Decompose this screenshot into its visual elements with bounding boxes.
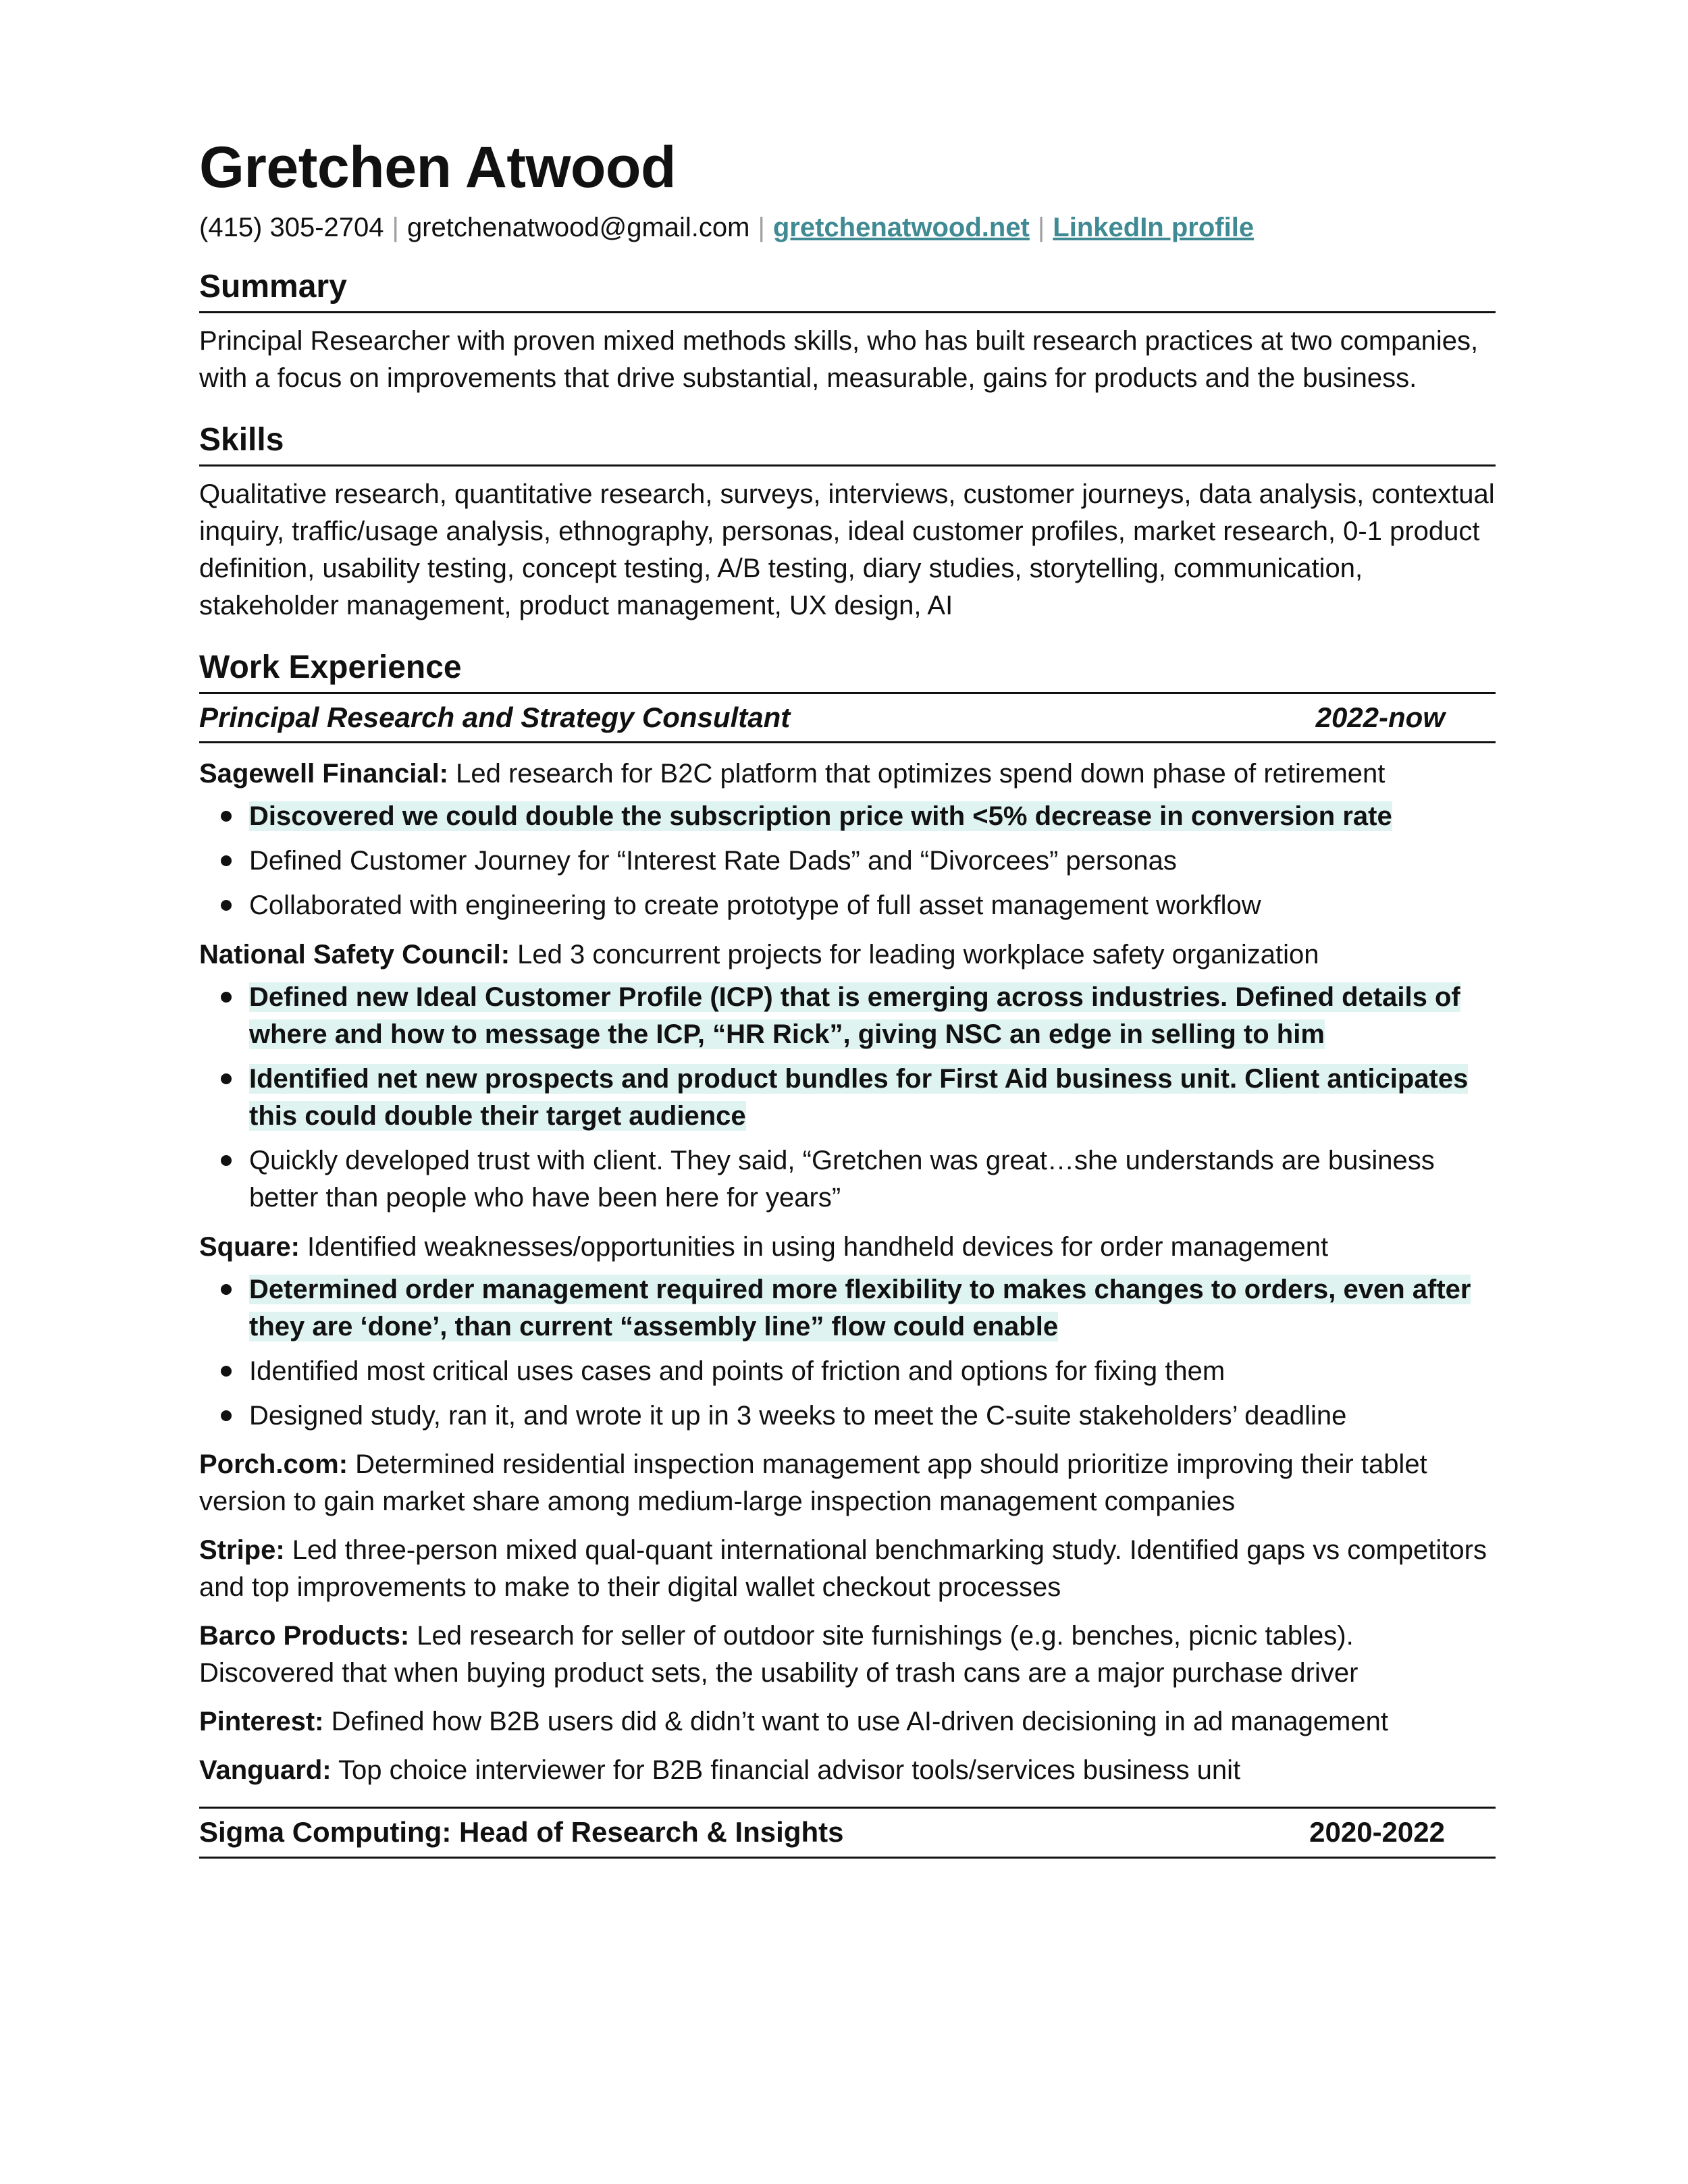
bullet-item [199, 887, 1496, 924]
contact-separator: | [1037, 213, 1045, 242]
contact-line [199, 211, 1496, 244]
bullet-item [199, 1353, 1496, 1390]
skills-section [199, 424, 1496, 624]
contact-separator: | [758, 213, 765, 242]
bullet-dot-icon [221, 855, 232, 866]
client-entry [199, 1446, 1496, 1520]
bullet-item [199, 1061, 1496, 1135]
client-entry [199, 1229, 1496, 1266]
client-name: Porch.com: [199, 1449, 348, 1480]
client-description: Led research for seller of outdoor site furnishings (e.g. benches, picnic tables). Discovered that when buying product sets, the usability of trash cans are a major purchase driver [199, 1621, 1359, 1688]
bullet-dot-icon [221, 1410, 232, 1421]
client-entry [199, 1532, 1496, 1606]
bullet-dot-icon [221, 1073, 232, 1084]
bullet-list [199, 979, 1496, 1217]
contact-separator: | [392, 213, 399, 242]
bullet-text: Quickly developed trust with client. They said, “Gretchen was great…she understands are business better than people who have been here for years” [249, 1146, 1435, 1213]
client-name: Vanguard: [199, 1755, 332, 1786]
client-name: Barco Products: [199, 1621, 410, 1651]
bullet-dot-icon [221, 992, 232, 1003]
bullet-text: Defined Customer Journey for “Interest Rate Dads” and “Divorcees” personas [249, 846, 1177, 876]
highlighted-achievement: Identified net new prospects and product bundles for First Aid business unit. Client anticipates this could double their target audience [249, 1064, 1469, 1131]
summary-heading: Summary [199, 271, 1496, 313]
client-description: Defined how B2B users did & didn’t want to use AI-driven decisioning in ad management [323, 1707, 1388, 1737]
client-description: Determined residential inspection management app should prioritize improving their tablet version to gain market share among medium-large inspection management companies [199, 1449, 1427, 1517]
client-description: Top choice interviewer for B2B financial advisor tools/services business unit [331, 1755, 1241, 1786]
email-address: gretchenatwood@gmail.com [406, 213, 750, 242]
client-name: Square: [199, 1232, 300, 1262]
client-entry [199, 1618, 1496, 1692]
highlighted-achievement: Discovered we could double the subscription price with <5% decrease in conversion rate [249, 801, 1392, 832]
bullet-dot-icon [221, 811, 232, 822]
job-header [199, 694, 1496, 743]
bullet-dot-icon [221, 900, 232, 911]
bullet-item [199, 1271, 1496, 1346]
client-entry [199, 1703, 1496, 1740]
job-title: Sigma Computing: Head of Research & Insights [199, 1816, 844, 1848]
job-title: Principal Research and Strategy Consultant [199, 701, 791, 733]
job-header [199, 1807, 1496, 1858]
bullet-list [199, 798, 1496, 924]
bullet-text: Collaborated with engineering to create prototype of full asset management workflow [249, 890, 1261, 921]
client-description: Led 3 concurrent projects for leading workplace safety organization [510, 940, 1319, 970]
summary-section [199, 271, 1496, 397]
client-entry [199, 1752, 1496, 1789]
candidate-name: Gretchen Atwood [199, 135, 676, 200]
bullet-text: Identified most critical uses cases and points of friction and options for fixing them [249, 1356, 1225, 1387]
phone-number: (415) 305-2704 [199, 213, 384, 242]
bullet-item [199, 798, 1496, 835]
skills-heading: Skills [199, 424, 1496, 467]
job-dates: 2020-2022 [1309, 1816, 1445, 1848]
client-entry [199, 755, 1496, 793]
skills-text: Qualitative research, quantitative research, surveys, interviews, customer journeys, data analysis, contextual inquiry, traffic/usage analysis, ethnography, personas, ideal customer profiles, market research, 0-1 product definition, usability testing, concept testing, A/B testing, diary studies, storytelling, communication, stakeholder management, product management, UX design, AI [199, 479, 1495, 620]
job-dates: 2022-now [1315, 701, 1445, 733]
summary-text: Principal Researcher with proven mixed methods skills, who has built research practices at two companies, with a focus on improvements that drive substantial, measurable, gains for products and the business. [199, 326, 1479, 393]
bullet-dot-icon [221, 1155, 232, 1166]
client-name: Stripe: [199, 1535, 285, 1566]
bullet-dot-icon [221, 1366, 232, 1377]
resume-page [199, 135, 1496, 1859]
bullet-item [199, 1142, 1496, 1217]
client-description: Led three-person mixed qual-quant international benchmarking study. Identified gaps vs competitors and top improvements to make to their digital wallet checkout processes [199, 1535, 1487, 1603]
highlighted-achievement: Defined new Ideal Customer Profile (ICP) that is emerging across industries. Defined details of where and how to message the ICP, “HR Rick”, giving NSC an edge in selling to him [249, 982, 1460, 1050]
client-description: Identified weaknesses/opportunities in using handheld devices for order management [299, 1232, 1329, 1262]
linkedin-link[interactable]: LinkedIn profile [1053, 213, 1255, 242]
client-name: Pinterest: [199, 1707, 324, 1737]
client-name: Sagewell Financial: [199, 759, 449, 789]
client-name: National Safety Council: [199, 940, 510, 970]
bullet-item [199, 843, 1496, 880]
bullet-list [199, 1271, 1496, 1435]
client-entry [199, 936, 1496, 974]
bullet-item [199, 1397, 1496, 1435]
bullet-item [199, 979, 1496, 1053]
website-link[interactable]: gretchenatwood.net [772, 213, 1030, 242]
highlighted-achievement: Determined order management required more flexibility to makes changes to orders, even after they are ‘done’, than current “assembly line” flow could enable [249, 1275, 1471, 1342]
bullet-dot-icon [221, 1284, 232, 1295]
work-experience-section [199, 651, 1496, 1859]
work-experience-heading: Work Experience [199, 651, 1496, 694]
bullet-text: Designed study, ran it, and wrote it up in 3 weeks to meet the C-suite stakeholders’ deadline [249, 1401, 1347, 1431]
client-description: Led research for B2C platform that optimizes spend down phase of retirement [448, 759, 1386, 789]
